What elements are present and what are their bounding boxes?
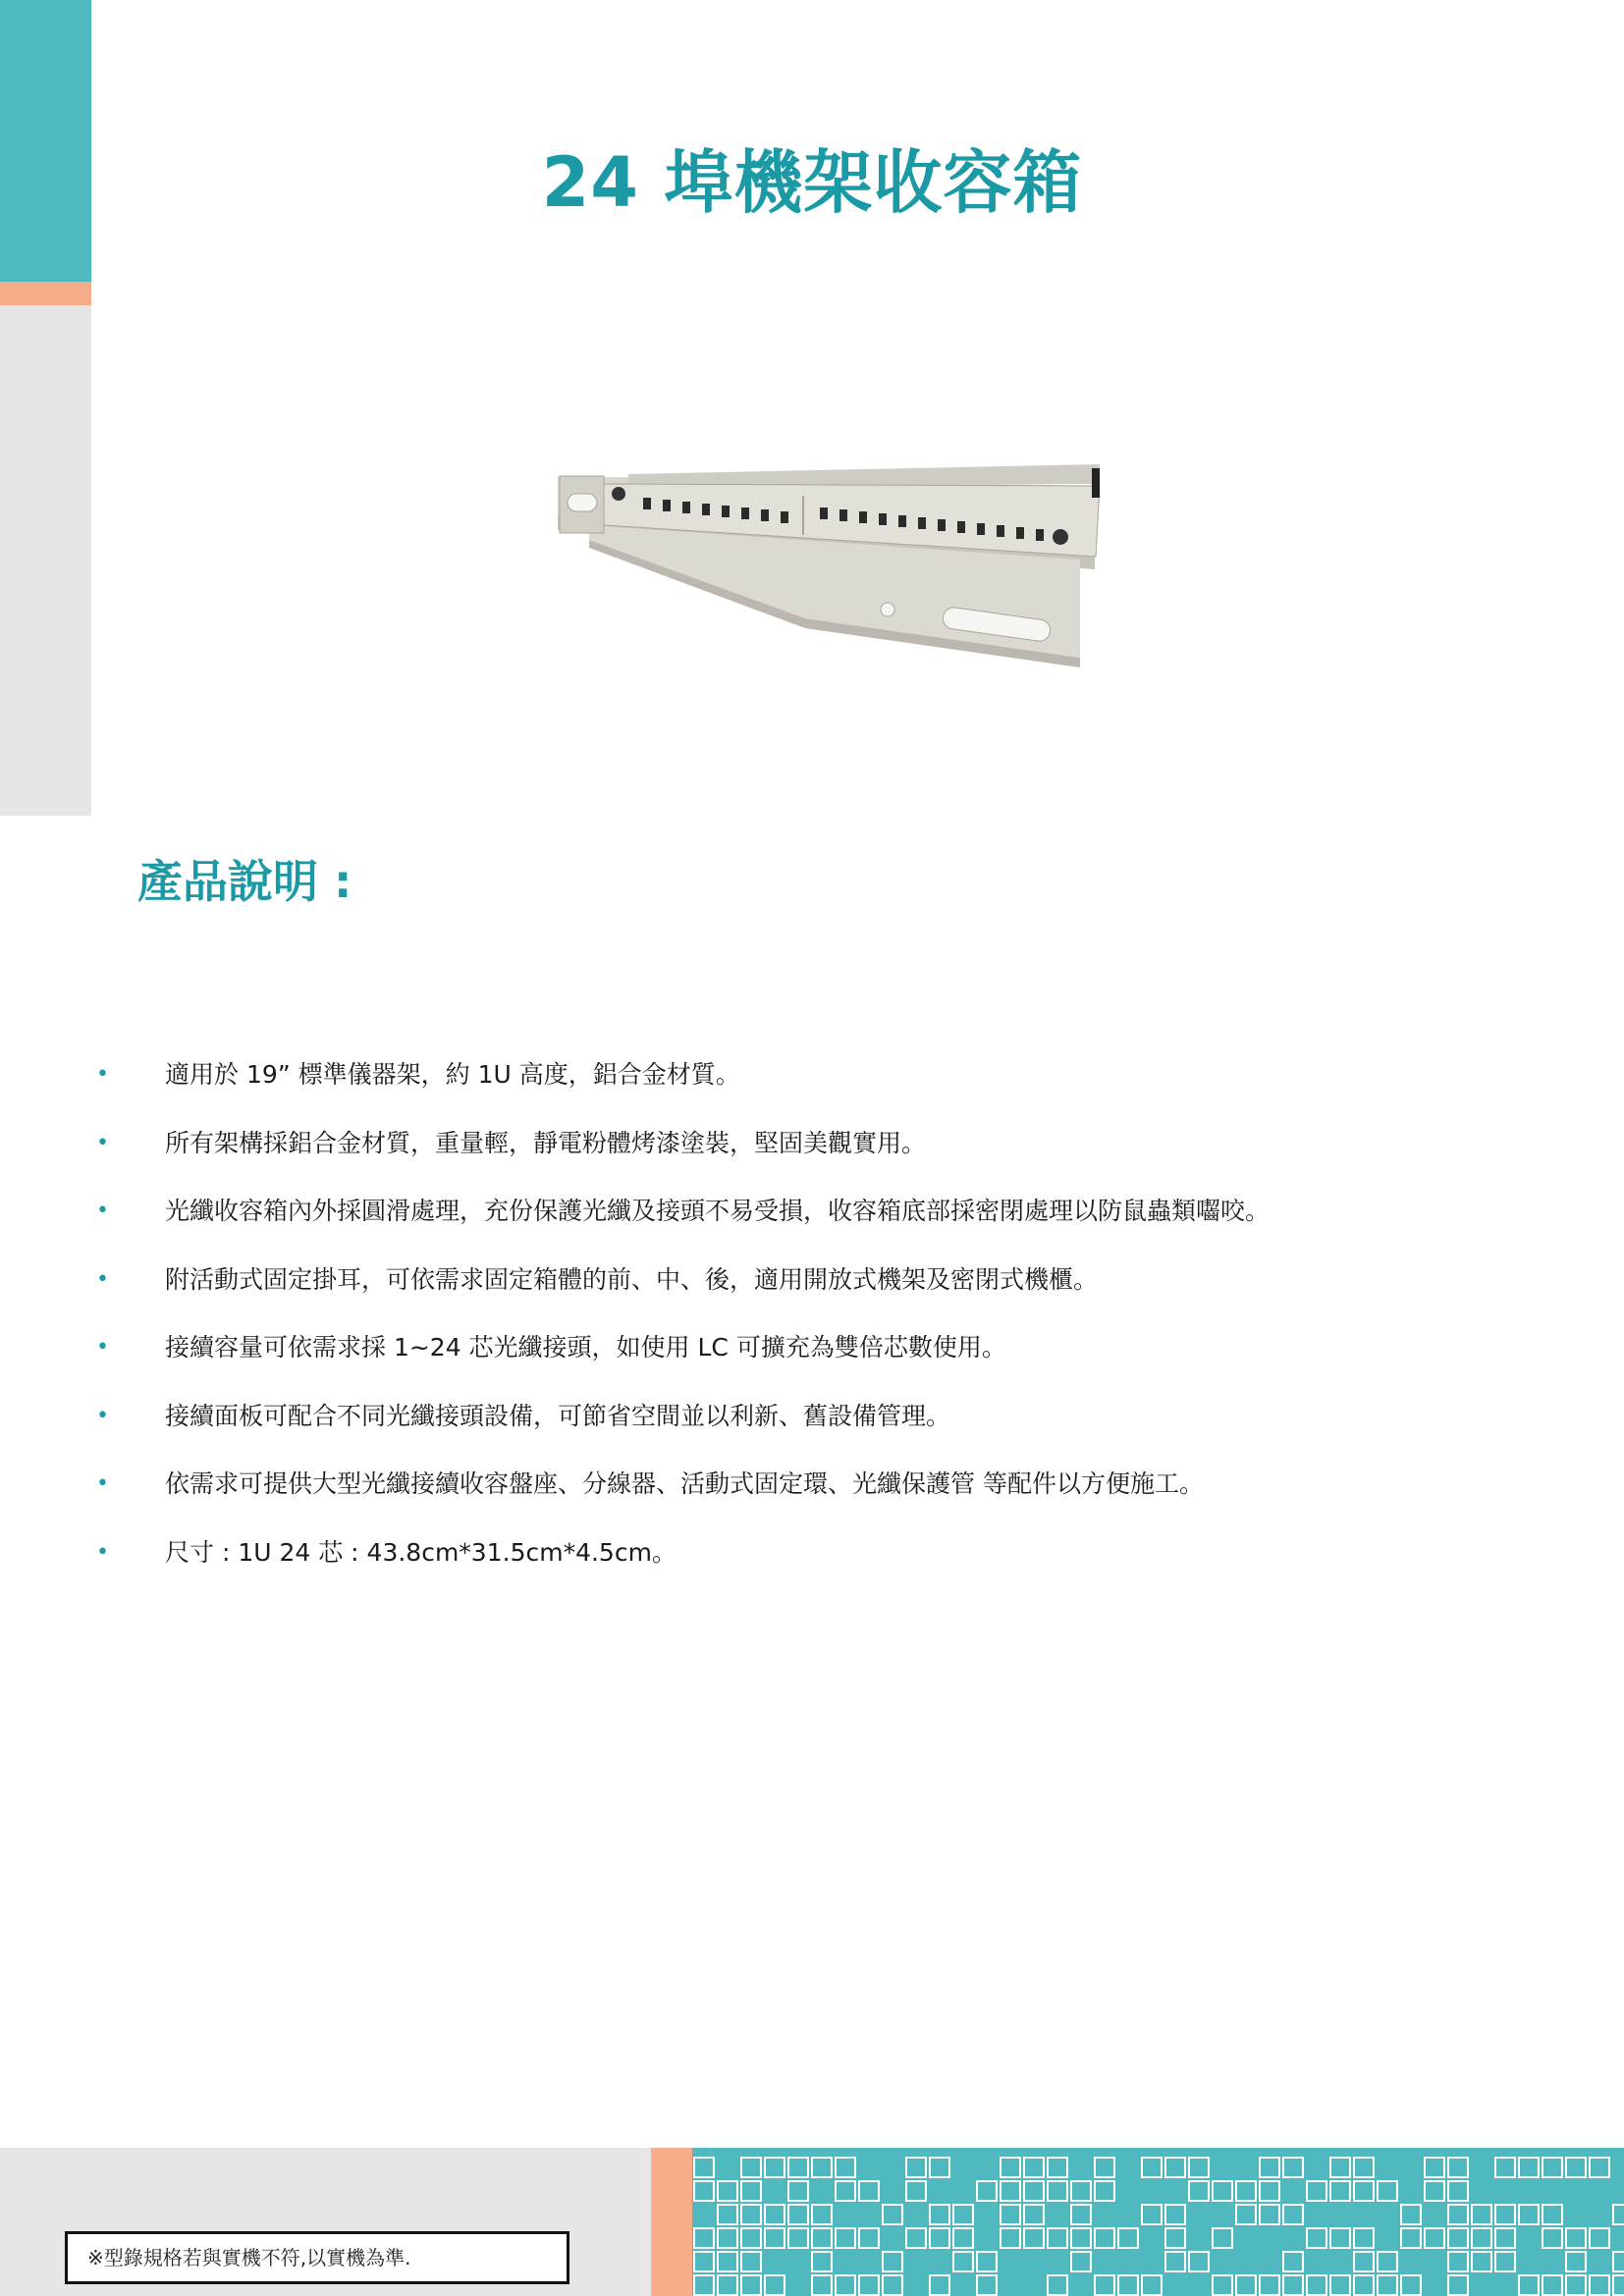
grid-cell xyxy=(1495,2158,1515,2177)
grid-cell xyxy=(836,2181,855,2201)
grid-cell xyxy=(1354,2181,1374,2201)
grid-cell xyxy=(1566,2252,1586,2271)
grid-cell xyxy=(1448,2158,1468,2177)
grid-cell xyxy=(1354,2275,1374,2295)
grid-cell xyxy=(977,2252,997,2271)
grid-cell xyxy=(1071,2181,1091,2201)
grid-cell xyxy=(741,2181,761,2201)
grid-cell xyxy=(1189,2158,1209,2177)
grid-cell xyxy=(1378,2181,1397,2201)
grid-cell xyxy=(1448,2181,1468,2201)
feature-text: 光纖收容箱內外採圓滑處理，充份保護光纖及接頭不易受損，收容箱底部採密閉處理以防鼠蟲類囓咬。 xyxy=(165,1197,1271,1225)
grid-cell xyxy=(906,2228,926,2248)
grid-cell xyxy=(1024,2158,1044,2177)
grid-cell xyxy=(718,2252,737,2271)
grid-cell xyxy=(1330,2228,1350,2248)
list-item xyxy=(96,1328,1569,1397)
grid-cell xyxy=(694,2158,714,2177)
grid-cell xyxy=(1213,2181,1232,2201)
grid-cell xyxy=(1001,2181,1020,2201)
grid-cell xyxy=(1071,2205,1091,2224)
grid-cell xyxy=(812,2205,832,2224)
grid-cell xyxy=(953,2228,973,2248)
bullet-icon: • xyxy=(96,1471,109,1496)
grid-cell xyxy=(812,2158,832,2177)
grid-cell xyxy=(1495,2252,1515,2271)
grid-cell xyxy=(1354,2228,1374,2248)
grid-cell xyxy=(694,2181,714,2201)
grid-cell xyxy=(765,2228,785,2248)
disclaimer-box: ※型錄規格若與實機不符,以實機為準. xyxy=(65,2231,569,2284)
section-heading: 產品說明 : xyxy=(137,855,352,908)
grid-cell xyxy=(883,2205,902,2224)
grid-cell xyxy=(1165,2158,1185,2177)
grid-cell xyxy=(883,2252,902,2271)
grid-cell xyxy=(1330,2275,1350,2295)
list-item xyxy=(96,1533,1569,1602)
grid-cell xyxy=(1543,2228,1562,2248)
grid-cell xyxy=(1095,2228,1114,2248)
grid-cell xyxy=(930,2228,949,2248)
grid-cell xyxy=(1495,2205,1515,2224)
feature-text: 附活動式固定掛耳，可依需求固定箱體的前、中、後，適用開放式機架及密閉式機櫃。 xyxy=(165,1264,1099,1294)
bullet-icon: • xyxy=(96,1403,109,1428)
grid-cell xyxy=(1283,2158,1303,2177)
list-item xyxy=(96,1124,1569,1193)
grid-cell xyxy=(1048,2275,1067,2295)
grid-cell xyxy=(718,2275,737,2295)
grid-cell xyxy=(930,2275,949,2295)
grid-cell xyxy=(1048,2181,1067,2201)
grid-cell xyxy=(788,2228,808,2248)
page-title: 24 埠機架收容箱 xyxy=(541,142,1083,223)
feature-text: 接續面板可配合不同光纖接頭設備，可節省空間並以利新、舊設備管理。 xyxy=(165,1401,951,1430)
grid-cell xyxy=(788,2181,808,2201)
grid-cell xyxy=(1472,2205,1491,2224)
grid-cell xyxy=(1307,2181,1326,2201)
grid-cell xyxy=(1071,2252,1091,2271)
grid-cell xyxy=(1543,2205,1562,2224)
grid-cell xyxy=(1095,2181,1114,2201)
grid-cell xyxy=(1283,2275,1303,2295)
grid-cell xyxy=(1378,2275,1397,2295)
grid-cell xyxy=(1024,2205,1044,2224)
grid-cell xyxy=(1001,2228,1020,2248)
list-item xyxy=(96,1397,1569,1466)
grid-cell xyxy=(1354,2158,1374,2177)
grid-cell xyxy=(1613,2252,1624,2271)
grid-cell xyxy=(812,2275,832,2295)
feature-text: 適用於 19” 標準儀器架，約 1U 高度，鋁合金材質。 xyxy=(165,1060,740,1089)
grid-cell xyxy=(765,2275,785,2295)
grid-cell xyxy=(1071,2228,1091,2248)
bullet-icon: • xyxy=(96,1199,109,1223)
grid-cell xyxy=(812,2228,832,2248)
grid-cell xyxy=(836,2228,855,2248)
grid-cell xyxy=(1236,2181,1256,2201)
grid-cell xyxy=(1425,2181,1444,2201)
grid-cell xyxy=(1001,2158,1020,2177)
grid-cell xyxy=(788,2205,808,2224)
grid-cell xyxy=(1165,2228,1185,2248)
grid-cell xyxy=(859,2181,879,2201)
grid-cell xyxy=(1472,2228,1491,2248)
grid-cell xyxy=(1566,2228,1586,2248)
grid-cell xyxy=(1189,2252,1209,2271)
grid-cell xyxy=(906,2158,926,2177)
grid-cell xyxy=(1401,2205,1421,2224)
grid-cell xyxy=(1425,2228,1444,2248)
list-item xyxy=(96,1260,1569,1329)
grid-cell xyxy=(1001,2205,1020,2224)
grid-cell xyxy=(1401,2228,1421,2248)
grid-cell xyxy=(1590,2228,1609,2248)
grid-cell xyxy=(1236,2275,1256,2295)
grid-pattern-graphic xyxy=(692,2148,1624,2296)
grid-cell xyxy=(1354,2252,1374,2271)
grid-cell xyxy=(1495,2228,1515,2248)
grid-cell xyxy=(1590,2158,1609,2177)
grid-cell xyxy=(1330,2181,1350,2201)
grid-cell xyxy=(1519,2205,1539,2224)
bullet-icon: • xyxy=(96,1062,109,1087)
grid-cell xyxy=(1165,2205,1185,2224)
footer-grid-pattern xyxy=(692,2148,1624,2296)
grid-cell xyxy=(1448,2275,1468,2295)
bullet-icon: • xyxy=(96,1266,109,1292)
grid-cell xyxy=(1142,2158,1162,2177)
grid-cell xyxy=(741,2205,761,2224)
grid-cell xyxy=(1613,2275,1624,2295)
grid-cell xyxy=(836,2275,855,2295)
grid-cell xyxy=(1566,2275,1586,2295)
grid-cell xyxy=(1448,2228,1468,2248)
grid-cell xyxy=(694,2228,714,2248)
grid-cell xyxy=(930,2205,949,2224)
grid-cell xyxy=(1024,2181,1044,2201)
list-item xyxy=(96,1465,1569,1533)
feature-text: 所有架構採鋁合金材質，重量輕，靜電粉體烤漆塗裝，堅固美觀實用。 xyxy=(165,1128,927,1157)
grid-cell xyxy=(765,2158,785,2177)
grid-cell xyxy=(718,2228,737,2248)
grid-cell xyxy=(1260,2158,1279,2177)
grid-cell xyxy=(741,2275,761,2295)
grid-cell xyxy=(1613,2205,1624,2224)
feature-text: 接續容量可依需求採 1~24 芯光纖接頭，如使用 LC 可擴充為雙倍芯數使用。 xyxy=(165,1333,1006,1362)
grid-cell xyxy=(1048,2228,1067,2248)
grid-cell xyxy=(1519,2275,1539,2295)
bullet-icon: • xyxy=(96,1335,109,1360)
grid-cell xyxy=(718,2181,737,2201)
grid-cell xyxy=(1095,2158,1114,2177)
grid-cell xyxy=(977,2275,997,2295)
grid-cell xyxy=(812,2252,832,2271)
grid-cell xyxy=(836,2158,855,2177)
grid-cell xyxy=(1142,2205,1162,2224)
grid-cell xyxy=(1236,2205,1256,2224)
grid-cell xyxy=(1118,2228,1138,2248)
grid-cell xyxy=(1401,2275,1421,2295)
grid-cell xyxy=(977,2181,997,2201)
grid-cell xyxy=(1448,2205,1468,2224)
grid-cell xyxy=(953,2205,973,2224)
grid-cell xyxy=(1024,2228,1044,2248)
grid-cell xyxy=(1378,2252,1397,2271)
grid-cell xyxy=(1260,2181,1279,2201)
grid-cell xyxy=(859,2228,879,2248)
grid-cell xyxy=(718,2205,737,2224)
grid-cell xyxy=(1142,2275,1162,2295)
grid-cell xyxy=(930,2158,949,2177)
grid-cell xyxy=(859,2275,879,2295)
grid-cell xyxy=(741,2252,761,2271)
grid-cell xyxy=(1472,2252,1491,2271)
grid-cell xyxy=(1283,2205,1303,2224)
grid-cell xyxy=(883,2275,902,2295)
grid-cell xyxy=(1543,2158,1562,2177)
bullet-icon: • xyxy=(96,1539,109,1565)
list-item xyxy=(96,1192,1569,1260)
grid-cell xyxy=(1165,2252,1185,2271)
feature-text: 尺寸 : 1U 24 芯 : 43.8cm*31.5cm*4.5cm。 xyxy=(165,1537,677,1567)
grid-cell xyxy=(1330,2158,1350,2177)
grid-cell xyxy=(1260,2205,1279,2224)
grid-cell xyxy=(1213,2275,1232,2295)
grid-cell xyxy=(788,2158,808,2177)
grid-cell xyxy=(1590,2275,1609,2295)
grid-cell xyxy=(1048,2158,1067,2177)
grid-cell xyxy=(1189,2181,1209,2201)
grid-cell xyxy=(694,2252,714,2271)
sidebar-orange-band xyxy=(0,282,91,305)
list-item xyxy=(96,1055,1569,1124)
feature-list xyxy=(96,1055,1569,1601)
grid-cell xyxy=(1213,2228,1232,2248)
sidebar-gray-band xyxy=(0,305,91,816)
grid-cell xyxy=(1307,2228,1326,2248)
grid-cell xyxy=(1307,2275,1326,2295)
grid-cell xyxy=(1283,2252,1303,2271)
grid-cell xyxy=(1095,2275,1114,2295)
grid-cell xyxy=(741,2158,761,2177)
grid-cell xyxy=(1425,2158,1444,2177)
grid-cell xyxy=(694,2275,714,2295)
grid-cell xyxy=(1448,2252,1468,2271)
grid-cell xyxy=(906,2181,926,2201)
grid-cell xyxy=(1543,2275,1562,2295)
grid-cell xyxy=(1260,2275,1279,2295)
grid-cell xyxy=(1566,2158,1586,2177)
grid-cell xyxy=(1118,2275,1138,2295)
feature-text: 依需求可提供大型光纖接續收容盤座、分線器、活動式固定環、光纖保護管 等配件以方便施工。 xyxy=(165,1469,1204,1498)
grid-cell xyxy=(741,2228,761,2248)
grid-cell xyxy=(1519,2158,1539,2177)
grid-cell xyxy=(765,2205,785,2224)
bullet-icon: • xyxy=(96,1130,109,1155)
footer-orange-band xyxy=(651,2148,692,2296)
grid-cell xyxy=(953,2252,973,2271)
product-photo xyxy=(550,447,1100,682)
